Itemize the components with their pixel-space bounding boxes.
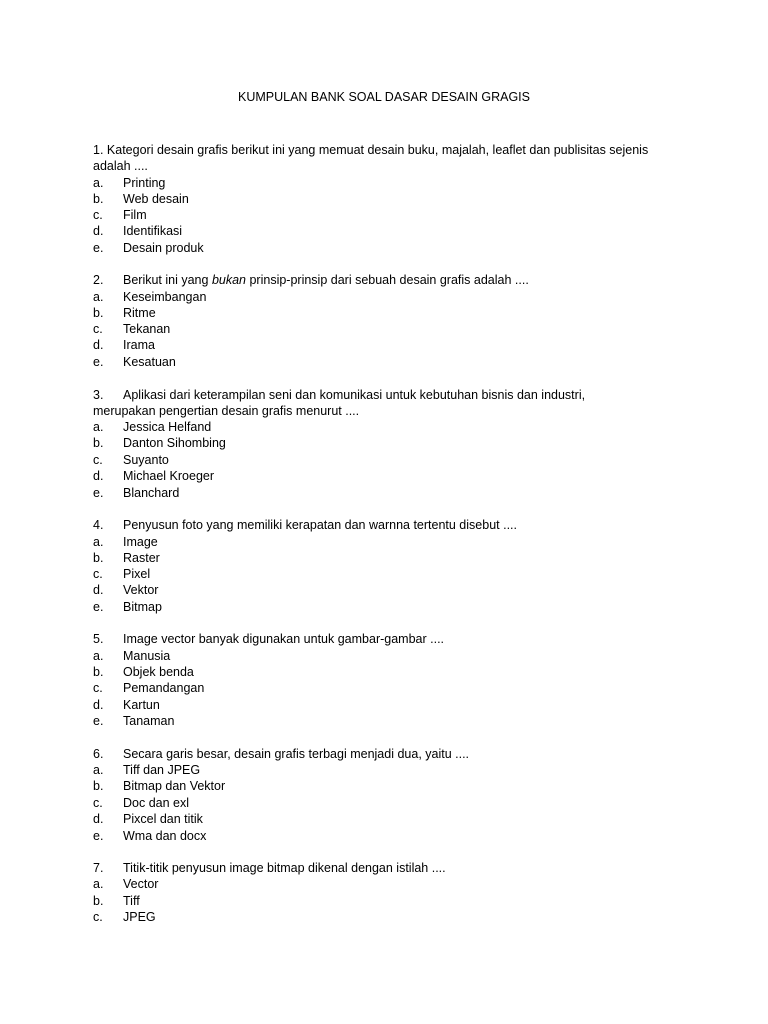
option-text: Bitmap: [123, 600, 162, 614]
option-text: Film: [123, 208, 147, 222]
option-text: Michael Kroeger: [123, 469, 215, 483]
option-letter: b.: [93, 192, 104, 206]
option-6d: [93, 811, 203, 827]
option-letter: e.: [93, 829, 104, 843]
question-6-text: Secara garis besar, desain grafis terbagi menjadi dua, yaitu ....: [123, 747, 470, 761]
question-1-line1: [93, 142, 693, 158]
option-text: Web desain: [123, 192, 189, 206]
option-letter: b.: [93, 665, 104, 679]
option-2b: [93, 305, 156, 321]
option-6b: [93, 778, 225, 794]
question-3-text-line2: merupakan pengertian desain grafis menurut ....: [93, 404, 360, 419]
option-text: Printing: [123, 176, 166, 190]
option-letter: d.: [93, 469, 104, 483]
option-letter: d.: [93, 338, 104, 352]
option-3e: [93, 485, 179, 501]
option-letter: a.: [93, 290, 104, 304]
option-letter: c.: [93, 567, 103, 581]
option-1d: [93, 223, 182, 239]
option-text: Bitmap dan Vektor: [123, 779, 226, 793]
option-5d: [93, 697, 160, 713]
option-1c: [93, 207, 147, 223]
option-1e: [93, 240, 204, 256]
option-4d: [93, 582, 158, 598]
question-2-number: 2.: [93, 273, 104, 287]
option-text: Objek benda: [123, 665, 194, 679]
option-text: Tiff: [123, 894, 140, 908]
question-2-text-before: Berikut ini yang: [123, 273, 212, 287]
option-text: Doc dan exl: [123, 796, 190, 810]
option-text: Vektor: [123, 583, 159, 597]
option-text: Kesatuan: [123, 355, 176, 369]
question-1: [93, 142, 693, 175]
question-7: [93, 860, 693, 876]
question-4: [93, 517, 693, 533]
option-letter: a.: [93, 535, 104, 549]
question-5: [93, 631, 693, 647]
option-4e: [93, 599, 162, 615]
option-text: Irama: [123, 338, 155, 352]
option-text: Ritme: [123, 306, 156, 320]
question-2-text-after: prinsip-prinsip dari sebuah desain grafis adalah ....: [246, 273, 529, 287]
option-3d: [93, 468, 214, 484]
option-2e: [93, 354, 176, 370]
option-6c: [93, 795, 189, 811]
option-letter: e.: [93, 355, 104, 369]
option-text: Image: [123, 535, 158, 549]
option-text: Vector: [123, 877, 159, 891]
option-text: Wma dan docx: [123, 829, 207, 843]
question-2-text-italic: bukan: [211, 273, 246, 287]
option-text: Pixel: [123, 567, 151, 581]
option-3b: [93, 435, 226, 451]
question-1-text-line2: adalah ....: [93, 159, 148, 174]
option-5e: [93, 713, 174, 729]
question-6-number: 6.: [93, 747, 104, 761]
question-1-text-line1: Kategori desain grafis berikut ini yang memuat desain buku, majalah, leaflet dan publisitas sejenis: [106, 143, 649, 157]
option-text: Desain produk: [123, 241, 204, 255]
option-text: Kartun: [123, 698, 160, 712]
option-text: Identifikasi: [123, 224, 183, 238]
option-6a: [93, 762, 200, 778]
question-5-number: 5.: [93, 632, 104, 646]
option-text: Suyanto: [123, 453, 169, 467]
option-2d: [93, 337, 155, 353]
option-text: Pemandangan: [123, 681, 205, 695]
option-letter: e.: [93, 600, 104, 614]
option-text: Pixcel dan titik: [123, 812, 203, 826]
option-3a: [93, 419, 211, 435]
option-letter: b.: [93, 779, 104, 793]
option-text: Jessica Helfand: [123, 420, 212, 434]
option-1a: [93, 175, 165, 191]
option-7a: [93, 876, 158, 892]
option-letter: a.: [93, 176, 104, 190]
option-4b: [93, 550, 160, 566]
option-letter: e.: [93, 714, 104, 728]
question-2: [93, 272, 693, 288]
option-text: Blanchard: [123, 486, 180, 500]
option-letter: c.: [93, 453, 103, 467]
option-letter: a.: [93, 877, 104, 891]
option-letter: b.: [93, 436, 104, 450]
option-7b: [93, 893, 140, 909]
question-3-text-line1: Aplikasi dari keterampilan seni dan komunikasi untuk kebutuhan bisnis dan industri,: [123, 388, 586, 402]
option-text: Manusia: [123, 649, 171, 663]
option-4a: [93, 534, 158, 550]
option-letter: d.: [93, 583, 104, 597]
question-3-line1: [93, 387, 693, 403]
option-letter: e.: [93, 241, 104, 255]
option-letter: e.: [93, 486, 104, 500]
question-7-text: Titik-titik penyusun image bitmap dikenal dengan istilah ....: [123, 861, 446, 875]
question-4-number: 4.: [93, 518, 104, 532]
option-letter: c.: [93, 322, 103, 336]
option-text: Tanaman: [123, 714, 175, 728]
option-text: Keseimbangan: [123, 290, 207, 304]
option-2a: [93, 289, 206, 305]
question-6: [93, 746, 693, 762]
option-letter: d.: [93, 698, 104, 712]
option-2c: [93, 321, 170, 337]
question-4-text: Penyusun foto yang memiliki kerapatan dan warnna tertentu disebut ....: [123, 518, 517, 532]
question-7-number: 7.: [93, 861, 104, 875]
question-3-number: 3.: [93, 388, 104, 402]
option-5a: [93, 648, 170, 664]
option-5c: [93, 680, 204, 696]
option-letter: c.: [93, 681, 103, 695]
option-text: Tiff dan JPEG: [123, 763, 201, 777]
option-text: Tekanan: [123, 322, 171, 336]
option-letter: d.: [93, 224, 104, 238]
option-letter: a.: [93, 420, 104, 434]
option-letter: b.: [93, 306, 104, 320]
option-text: Raster: [123, 551, 160, 565]
question-3: [93, 387, 693, 420]
option-letter: a.: [93, 763, 104, 777]
question-5-text: Image vector banyak digunakan untuk gambar-gambar ....: [123, 632, 445, 646]
option-6e: [93, 828, 206, 844]
option-letter: a.: [93, 649, 104, 663]
option-letter: d.: [93, 812, 104, 826]
option-letter: b.: [93, 894, 104, 908]
option-letter: b.: [93, 551, 104, 565]
option-3c: [93, 452, 169, 468]
option-text: Danton Sihombing: [123, 436, 226, 450]
option-7c: [93, 909, 156, 925]
option-text: JPEG: [123, 910, 156, 924]
option-letter: c.: [93, 796, 103, 810]
document-title: KUMPULAN BANK SOAL DASAR DESAIN GRAGIS: [238, 90, 530, 104]
option-4c: [93, 566, 150, 582]
option-1b: [93, 191, 189, 207]
option-5b: [93, 664, 194, 680]
question-1-number: 1.: [93, 143, 104, 157]
option-letter: c.: [93, 910, 103, 924]
option-letter: c.: [93, 208, 103, 222]
